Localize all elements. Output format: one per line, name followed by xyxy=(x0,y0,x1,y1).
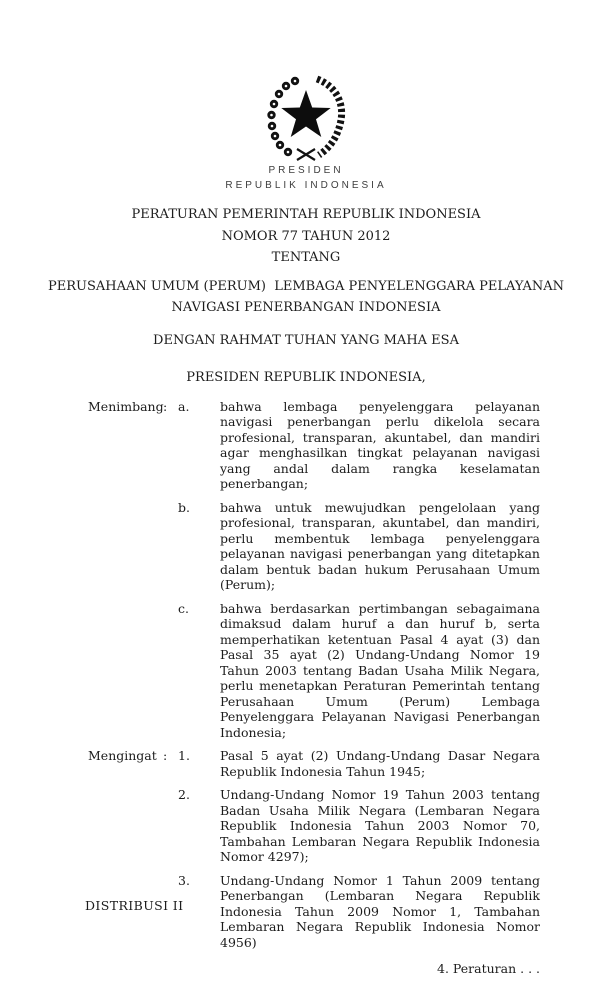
distribution-stamp: DISTRIBUSI II xyxy=(85,898,184,913)
menimbang-label: Menimbang xyxy=(88,398,164,414)
tentang-line: TENTANG xyxy=(271,250,341,265)
page-catchword: 4. Peraturan . . . xyxy=(437,961,540,976)
item-text: Undang-Undang Nomor 1 Tahun 2009 tentang Penerbangan (Lembaran Negara Republik Indonesia Tahun 2009 Nomor 1, Tambahan Lembaran Negara Republik Indonesia Nomor 4956) xyxy=(220,872,540,950)
item-marker: a. xyxy=(178,398,190,414)
regulation-type-line: PERATURAN PEMERINTAH REPUBLIK INDONESIA xyxy=(131,207,481,222)
subject-line2: NAVIGASI PENERBANGAN INDONESIA xyxy=(171,300,441,315)
item-marker: 2. xyxy=(178,787,190,802)
item-marker: c. xyxy=(178,600,189,616)
agency-name-line1: PRESIDEN xyxy=(268,165,344,176)
item-text: bahwa berdasarkan pertimbangan sebagaimana dimaksud dalam huruf a dan huruf b, serta memperhatikan ketentuan Pasal 4 ayat (3) dan Pasal 35 ayat (2) Undang-Undang Nomor 19 Tahun 2003 tentang Badan Usaha Milik Negara, perlu menetapkan Peraturan Pemerintah tentang Perusahaan Umum (Perum) Lembaga Penyelenggara Pelayanan Navigasi Penerbangan Indonesia; xyxy=(220,600,540,740)
mengingat-item-1 xyxy=(88,748,540,779)
menimbang-item-a xyxy=(88,399,540,492)
item-marker: b. xyxy=(178,499,190,515)
mengingat-item-2 xyxy=(88,787,540,865)
presidential-star-wreath-emblem-icon xyxy=(256,72,356,162)
menimbang-colon: : xyxy=(163,398,168,414)
menimbang-item-c xyxy=(88,601,540,741)
regulation-number-line: NOMOR 77 TAHUN 2012 xyxy=(221,228,391,244)
mengingat-colon: : xyxy=(163,748,168,763)
mengingat-label: Mengingat xyxy=(88,748,157,763)
item-text: Pasal 5 ayat (2) Undang-Undang Dasar Negara Republik Indonesia Tahun 1945; xyxy=(220,748,540,779)
document-header xyxy=(0,0,612,191)
menimbang-item-b xyxy=(88,500,540,593)
title-block xyxy=(0,204,612,319)
item-text: bahwa untuk mewujudkan pengelolaan yang profesional, transparan, akuntabel, dan mandiri, perlu membentuk lembaga penyelenggara pelayanan navigasi penerbangan yang ditetapkan dalam bentuk badan hukum Perusahaan Umum (Perum); xyxy=(220,499,540,592)
item-text: bahwa lembaga penyelenggara pelayanan navigasi penerbangan perlu dikelola secara profesional, transparan, akuntabel, dan mandiri agar menghasilkan tingkat pelayanan navigasi yang andal dalam rangka keselamatan penerbangan; xyxy=(220,398,540,491)
clauses-container xyxy=(88,399,540,951)
item-text: Undang-Undang Nomor 19 Tahun 2003 tentang Badan Usaha Milik Negara (Lembaran Negara Republik Indonesia Tahun 2003 Nomor 70, Tambahan Lembaran Negara Republik Indonesia Nomor 4297); xyxy=(220,787,540,864)
item-marker: 1. xyxy=(178,748,190,763)
subject-line1: PERUSAHAAN UMUM (PERUM) LEMBAGA PENYELENGGARA PELAYANAN xyxy=(47,278,565,294)
invocation-line: DENGAN RAHMAT TUHAN YANG MAHA ESA xyxy=(153,332,459,348)
item-marker: 3. xyxy=(178,872,190,888)
salutation-line: PRESIDEN REPUBLIK INDONESIA, xyxy=(186,369,426,385)
agency-name-line2: REPUBLIK INDONESIA xyxy=(225,179,387,191)
